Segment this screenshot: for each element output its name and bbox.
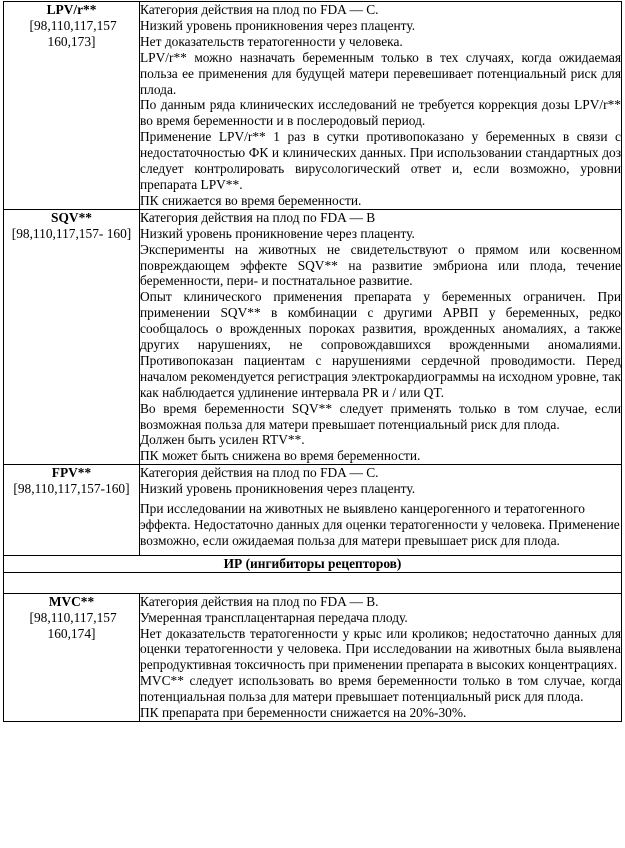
paragraph: Категория действия на плод по FDA — B [140, 209, 376, 225]
table-row [4, 2, 622, 210]
drug-name-cell [4, 209, 140, 465]
paragraph: Низкий уровень проникновения через плаценту. [140, 481, 416, 497]
drug-name: MVC** [48, 593, 95, 609]
description-cell [140, 593, 622, 721]
paragraph: Эксперименты на животных не свидетельствуют о прямом или косвенном повреждающем эффекте SQV** на развитие эмбриона или плода, течение беременности, пери- и постнатальное развитие. [140, 241, 621, 289]
paragraph: Опыт клинического применения препарата у беременных ограничен. При применении SQV** в комбинации с другими АРВП у беременных, редко сообщалось о врожденных пороках развития, врожденных аномалиях, а также других нарушениях, не сопровождавшихся врожденными аномалиями. Противопоказан пациентам с нарушениями сердечной проводимости. Перед началом рекомендуется регистрация электрокардиограммы на исходном уровне, так как наблюдается удлинение интервала PR и / или QT. [140, 289, 621, 400]
description-cell [140, 465, 622, 556]
empty-cell [4, 572, 622, 593]
paragraph: Категория действия на плод по FDA — C. [140, 465, 379, 481]
drug-name: SQV** [51, 209, 92, 225]
section-row [4, 555, 622, 572]
paragraph: Низкий уровень проникновения через плаценту. [140, 17, 416, 33]
description-cell [140, 209, 622, 465]
paragraph: ПК может быть снижена во время беременности. [140, 448, 421, 464]
drug-name: LPV/r** [46, 2, 97, 17]
paragraph: При исследовании на животных не выявлено канцерогенного и тератогенного эффекта. Недостаточно данных для оценки тератогенности у человека. Применение возможно, если ожидаемая польза для матери превышает риск для плода. [140, 501, 620, 548]
drug-name-cell [4, 465, 140, 556]
references: [98,110,117,157-160] [13, 481, 130, 497]
paragraph: ПК снижается во время беременности. [140, 192, 362, 208]
references: [98,110,117,157- 160] [11, 225, 132, 241]
section-title: ИР (ингибиторы рецепторов) [4, 555, 622, 572]
paragraph: Низкий уровень проникновение через плаценту. [140, 225, 415, 241]
paragraph: ПК препарата при беременности снижается на 20%-30%. [140, 705, 467, 721]
paragraph: Применение LPV/r** 1 раз в сутки противопоказано у беременных в связи с недостаточностью ФК и клинических данных. При использовании стандартных доз следует контролировать вирусологический ответ и, если возможно, уровни препарата LPV**. [140, 129, 621, 192]
paragraph: MVC** следует использовать во время беременности только в том случае, когда потенциальная польза для матери превышает потенциальный риск для плода. [140, 673, 621, 705]
paragraph: По данным ряда клинических исследований не требуется коррекция дозы LPV/r** во время беременности и в послеродовый период. [140, 97, 621, 129]
paragraph: Категория действия на плод по FDA — B. [140, 593, 379, 609]
references: [98,110,117,157 160,173] [29, 17, 117, 49]
paragraph: Нет доказательств тератогенности у крыс или кроликов; недостаточно данных для оценки тератогенности у человека. При исследовании на животных была выявлена репродуктивная токсичность при применении препарата в высоких концентрациях. [140, 625, 621, 673]
table-row [4, 465, 622, 556]
table-row [4, 209, 622, 465]
paragraph: Нет доказательств тератогенности у человека. [140, 33, 403, 49]
description-cell [140, 2, 622, 210]
drug-name: FPV** [51, 465, 92, 481]
paragraph: Умеренная трансплацентарная передача плоду. [140, 609, 408, 625]
paragraph: Должен быть усилен RTV**. [140, 432, 305, 448]
drug-name-cell [4, 593, 140, 721]
references: [98,110,117,157 160,174] [29, 609, 117, 641]
paragraph: LPV/r** можно назначать беременным только в тех случаях, когда ожидаемая польза ее применения для будущей матери перевешивает потенциальный риск для плода. [140, 49, 621, 97]
paragraph: Во время беременности SQV** следует применять только в том случае, если возможная польза для матери превышает потенциальный риск для плода. [140, 400, 621, 432]
paragraph: Категория действия на плод по FDA — C. [140, 2, 379, 17]
drug-pregnancy-table [3, 1, 622, 722]
empty-row [4, 572, 622, 593]
drug-name-cell [4, 2, 140, 210]
table-row [4, 593, 622, 721]
